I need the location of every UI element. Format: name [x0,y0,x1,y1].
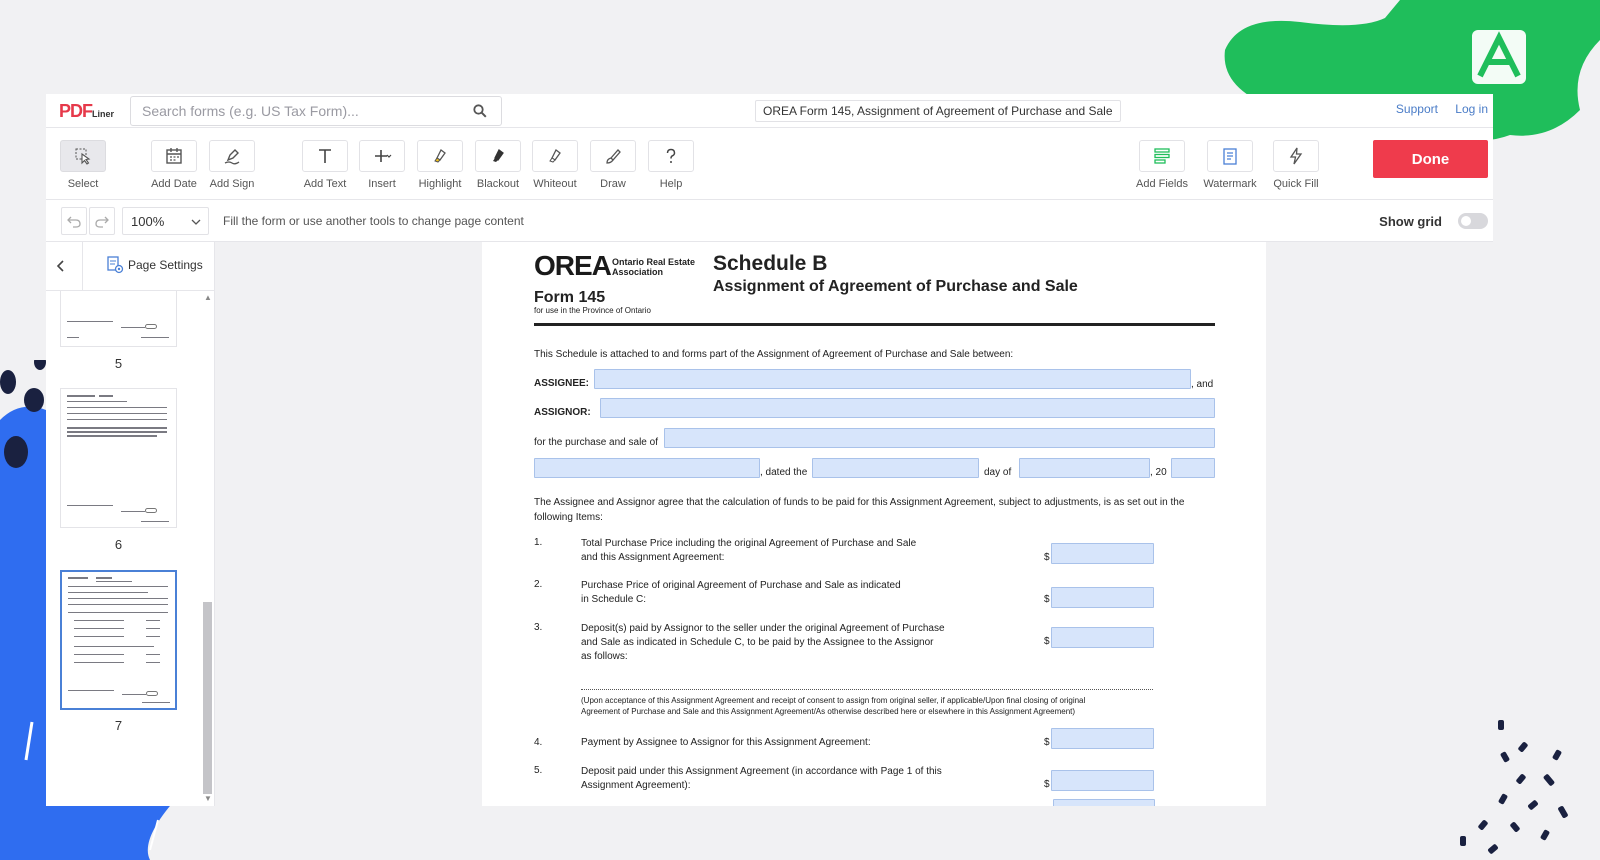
plus-dropdown-icon [367,146,397,166]
login-link[interactable]: Log in [1455,102,1488,116]
assignor-field[interactable] [600,398,1215,418]
item-5-text: Deposit paid under this Assignment Agreement (in accordance with Page 1 of this Assignment Agreement): [581,766,942,791]
draw-label: Draw [600,178,626,190]
item-3-dollar: $ [1044,636,1050,647]
insert-label: Insert [368,178,396,190]
add-text-label: Add Text [303,178,347,190]
item-2-text: Purchase Price of original Agreement of Purchase and Sale as indicated in Schedule C: [581,580,901,605]
cursor-icon [73,146,93,166]
property-field[interactable] [664,428,1215,448]
search-icon[interactable] [473,104,487,118]
done-button[interactable]: Done [1373,140,1488,178]
quick-fill-label: Quick Fill [1273,178,1319,190]
assignee-label: ASSIGNEE: [534,378,590,389]
zoom-select[interactable] [122,207,209,235]
item-2-amount-field[interactable] [1051,587,1154,608]
undo-button[interactable] [61,207,87,235]
watermark-tool[interactable] [1200,140,1260,190]
chevron-left-icon[interactable] [54,259,68,273]
pdf-editor-window [46,94,1493,806]
highlighter-icon [430,146,450,166]
page-settings-label: Page Settings [128,258,203,272]
item-5-dollar: $ [1044,779,1050,790]
item-2-number: 2. [534,579,543,590]
item-4-amount-field[interactable] [1051,728,1154,749]
page-number-5: 5 [114,356,123,371]
schedule-subtitle: Assignment of Agreement of Purchase and Sale [713,278,1078,295]
day-of-label: day of [984,467,1012,478]
sidebar-scrollbar[interactable]: ▲ ▼ [204,293,212,803]
add-fields-label: Add Fields [1136,178,1188,190]
toolbar [46,128,1493,200]
and-text: , and [1191,379,1214,390]
question-icon [661,146,681,166]
document-title: OREA Form 145, Assignment of Agreement of Purchase and Sale [755,100,1121,122]
help-label: Help [659,178,683,190]
calendar-icon [164,146,184,166]
item-2-dollar: $ [1044,594,1050,605]
whiteout-tool[interactable] [525,140,585,190]
deposit-terms-note: (Upon acceptance of this Assignment Agreement and receipt of consent to assign from original seller, if applicable/Upon final closing of original Agreement of Purchase and Sale and this Assignment Agreement/As otherwise described here or elsewhere in this Assignment Agreement) [581,696,1086,716]
search-input[interactable] [131,97,451,125]
highlight-tool[interactable] [410,140,470,190]
show-grid-label: Show grid [1379,214,1442,229]
year-prefix: , 20 [1150,467,1167,478]
deposit-terms-line [581,689,1153,690]
item-1-text: Total Purchase Price including the original Agreement of Purchase and Sale and this Assignment Agreement: [581,538,917,563]
form-use-note: for use in the Province of Ontario [534,306,651,315]
item-4-text: Payment by Assignee to Assignor for this Assignment Agreement: [581,737,871,748]
item-1-amount-field[interactable] [1051,543,1154,564]
address-field[interactable] [534,458,760,478]
draw-tool[interactable] [583,140,643,190]
page-thumbnail-7[interactable] [60,570,177,710]
brush-icon [603,146,623,166]
help-tool[interactable] [641,140,701,190]
add-text-tool[interactable] [295,140,355,190]
select-label: Select [67,178,99,190]
page-settings-button[interactable] [106,256,203,274]
schedule-title: Schedule B [713,252,828,275]
page-thumbnail-6[interactable] [60,388,177,528]
item-1-dollar: $ [1044,552,1050,563]
item-3-number: 3. [534,622,543,633]
insert-tool[interactable] [352,140,412,190]
marker-black-icon [488,146,508,166]
purchase-of-label: for the purchase and sale of [534,437,658,448]
add-sign-label: Add Sign [209,178,255,190]
day-field[interactable] [812,458,979,478]
item-3-text: Deposit(s) paid by Assignor to the seller under the original Agreement of Purchase and Sale as indicated in Schedule C, to be paid by the Assignee to the Assignor as follows: [581,623,945,662]
hint-text: Fill the form or use another tools to change page content [223,214,524,228]
dated-the-label: , dated the [760,467,808,478]
intro-text: This Schedule is attached to and forms part of the Assignment of Agreement of Purchase and Sale between: [534,349,1014,360]
add-fields-tool[interactable] [1132,140,1192,190]
item-6-amount-field[interactable] [1053,799,1155,806]
month-field[interactable] [1019,458,1150,478]
blackout-label: Blackout [476,178,520,190]
whiteout-label: Whiteout [533,178,577,190]
lightning-icon [1286,146,1306,166]
eraser-icon [545,146,565,166]
page-thumbnail-5[interactable] [60,291,177,347]
add-date-label: Add Date [151,178,197,190]
support-link[interactable]: Support [1395,102,1438,116]
page-number-6: 6 [114,537,123,552]
top-bar [46,94,1493,128]
document-page [482,242,1266,806]
select-tool[interactable] [53,140,113,190]
watermark-label: Watermark [1203,178,1257,190]
fields-icon [1152,146,1172,166]
item-1-number: 1. [534,537,543,548]
form-number: Form 145 [534,289,606,306]
search-box [130,96,502,126]
pdfliner-logo[interactable]: PDFLiner [59,101,115,121]
page-number-7: 7 [114,718,123,733]
secondary-bar [46,200,1493,242]
header-rule [534,323,1215,326]
pages-sidebar [46,242,215,806]
watermark-icon [1220,146,1240,166]
orea-association-name: Ontario Real Estate Association [612,257,696,277]
pen-sign-icon [222,146,242,166]
zoom-value: 100% [131,214,165,229]
item-5-number: 5. [534,765,543,776]
item-5-amount-field[interactable] [1051,770,1154,791]
undo-icon [67,214,81,228]
item-3-amount-field[interactable] [1051,627,1154,648]
highlight-label: Highlight [418,178,462,190]
year-field[interactable] [1171,458,1215,478]
add-sign-tool[interactable] [202,140,262,190]
item-4-number: 4. [534,737,543,748]
item-4-dollar: $ [1044,737,1050,748]
sidebar-header [46,242,215,291]
redo-icon [95,214,109,228]
page-settings-icon [106,256,124,274]
orea-logo: OREA [534,250,611,281]
chevron-down-icon [191,217,201,227]
quick-fill-tool[interactable] [1266,140,1326,190]
assignor-label: ASSIGNOR: [534,407,591,418]
redo-button[interactable] [89,207,115,235]
blackout-tool[interactable] [468,140,528,190]
assignee-field[interactable] [594,369,1191,389]
top-links [1382,102,1488,116]
text-icon [315,146,335,166]
show-grid-toggle[interactable] [1458,213,1488,229]
document-canvas [215,242,1493,806]
add-date-tool[interactable] [144,140,204,190]
calculation-paragraph: The Assignee and Assignor agree that the calculation of funds to be paid for this Assignment Agreement, subject to adjustments, is as set out in the following Items: [534,497,1185,523]
